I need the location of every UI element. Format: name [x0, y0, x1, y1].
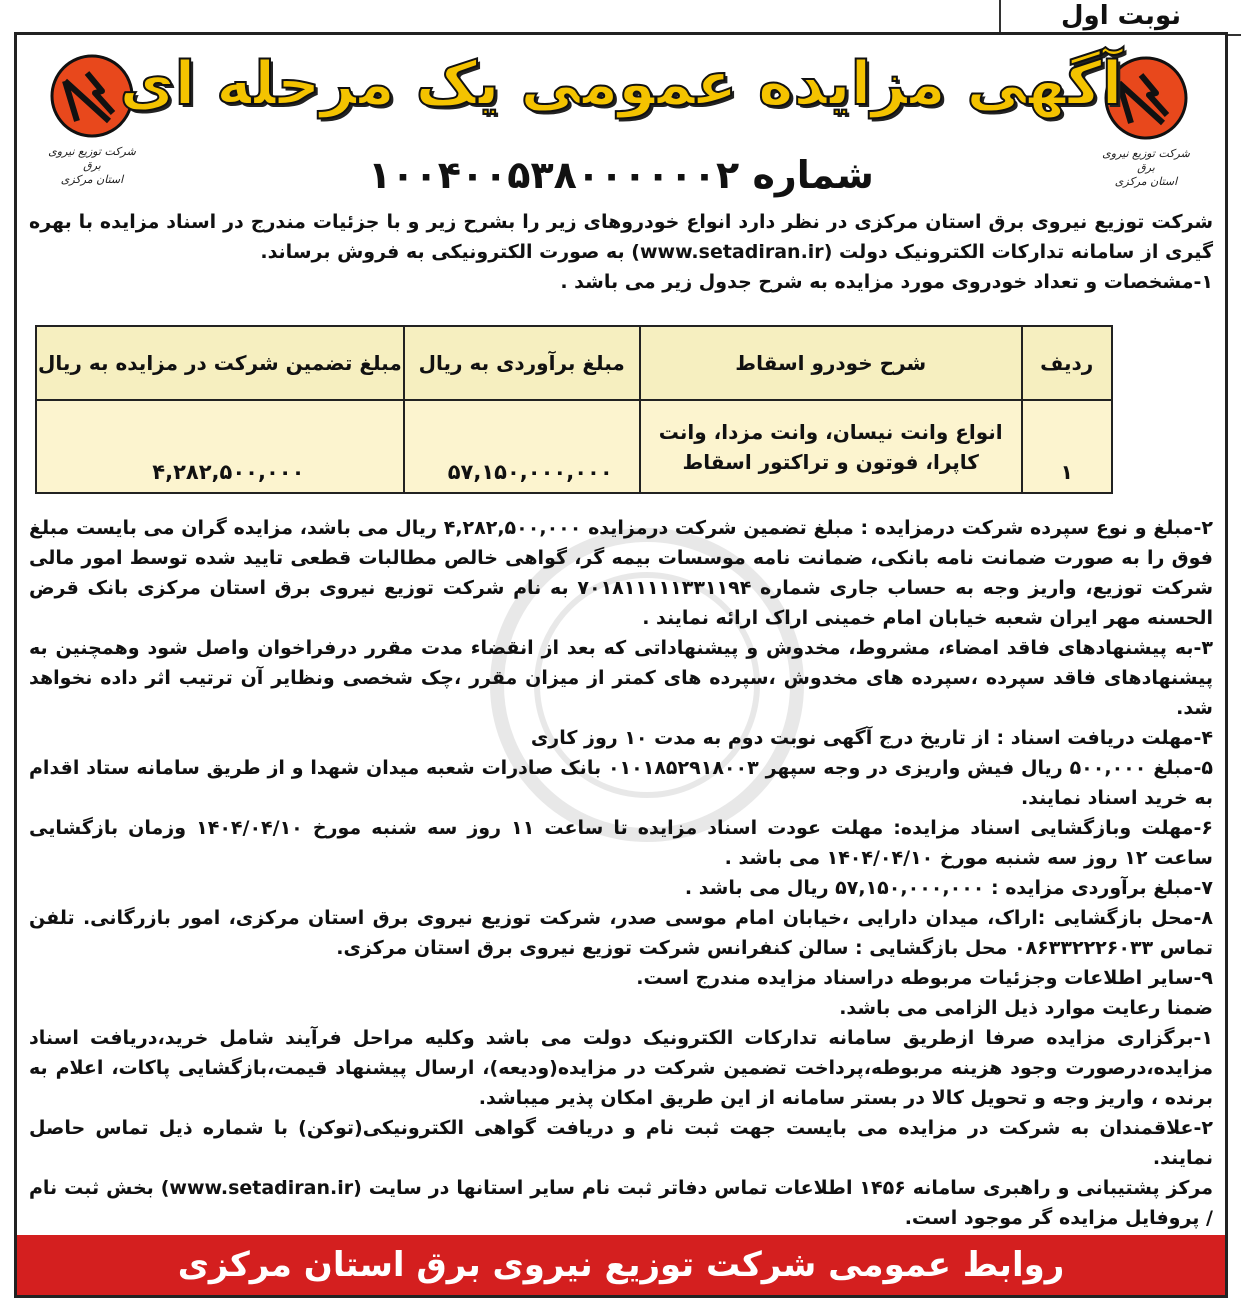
- intro-paragraph: شرکت توزیع نیروی برق استان مرکزی در نظر دارد انواع خودروهای زیر را بشرح زیر و با جزئیات مندرج در اسناد مزایده با بهره گیری از سامانه تدارکات الکترونیک دولت (www.setadiran.ir) به صورت الکترونیکی به فروش برساند.: [29, 211, 1213, 263]
- clause-6: ۶-مهلت وبازگشایی اسناد مزایده: مهلت عودت اسناد مزایده تا ساعت ۱۱ روز سه شنبه مورخ ۱۴۰۴/۰۴/۱۰ وزمان بازگشایی ساعت ۱۲ روز سه شنبه مورخ ۱۴۰۴/۰۴/۱۰ می باشد .: [29, 817, 1213, 869]
- logo-caption-line1: شرکت توزیع نیروی برق: [48, 145, 136, 172]
- requirements-heading: ضمنا رعایت موارد ذیل الزامی می باشد.: [839, 997, 1213, 1019]
- clause-9: ۹-سایر اطلاعات وجزئیات مربوطه دراسناد مزایده مندرج است.: [636, 967, 1213, 989]
- logo-caption-line2: استان مرکزی: [60, 173, 124, 186]
- clause-3: ۳-به پیشنهادهای فاقد امضاء، مشروط، مخدوش و پیشنهاداتی که بعد از انقضاء مدت مقرر درفراخوان واصل شود وهمچنین به پیشنهادهای فاقد سپرده ،سپرده های مخدوش ،سپرده های کمتر از میزان مقرر ،چک شخصی ونظایر آن ترتیب اثر داده نخواهد شد.: [29, 637, 1213, 719]
- header-deposit: مبلغ تضمین شرکت در مزایده به ریال: [36, 326, 404, 400]
- clause-5: ۵-مبلغ ۵۰۰,۰۰۰ ریال فیش واریزی در وجه سپهر ۰۱۰۱۸۵۲۹۱۸۰۰۳ بانک صادرات شعبه میدان شهدا و از طریق سامانه ستاد اقدام به خرید اسناد نمایند.: [29, 757, 1213, 809]
- row-deposit: ۴,۲۸۲,۵۰۰,۰۰۰: [36, 400, 404, 493]
- clause-4: ۴-مهلت دریافت اسناد : از تاریخ درج آگهی نوبت دوم به مدت ۱۰ روز کاری: [530, 727, 1213, 749]
- notice-number: شماره ۱۰۰۴۰۰۵۳۸۰۰۰۰۰۰۲: [368, 153, 874, 197]
- vehicle-table: [35, 325, 1113, 494]
- edition-label: نوبت اول: [999, 0, 1241, 36]
- row-number: ۱: [1022, 400, 1112, 493]
- header-description: شرح خودرو اسقاط: [640, 326, 1022, 400]
- footer-banner: روابط عمومی شرکت توزیع نیروی برق استان مرکزی: [17, 1235, 1225, 1295]
- intro-item-1: ۱-مشخصات و تعداد خودروی مورد مزایده به شرح جدول زیر می باشد .: [560, 271, 1213, 293]
- row-description: انواع وانت نیسان، وانت مزدا، وانت کاپرا، فوتون و تراکتور اسقاط: [640, 400, 1022, 493]
- header-row-number: ردیف: [1022, 326, 1112, 400]
- intro-section: [29, 207, 1213, 297]
- auction-notice: [14, 32, 1228, 1298]
- clause-7: ۷-مبلغ برآوردی مزایده : ۵۷,۱۵۰,۰۰۰,۰۰۰ ریال می باشد .: [684, 877, 1213, 899]
- requirement-2: ۲-علاقمندان به شرکت در مزایده می بایست جهت ثبت نام و دریافت گواهی الکترونیکی(توکن) با شماره ذیل تماس حاصل نمایند.: [29, 1117, 1213, 1169]
- notice-title: آگهی مزایده عمومی یک مرحله ای: [119, 49, 1123, 119]
- clauses-section: [29, 513, 1213, 1233]
- clause-2: ۲-مبلغ و نوع سپرده شرکت درمزایده : مبلغ تضمین شرکت درمزایده ۴,۲۸۲,۵۰۰,۰۰۰ ریال می باشد، مزایده گران می بایست مبلغ فوق را به صورت ضمانت نامه بانکی، ضمانت نامه موسسات بیمه گر، گواهی خالص مطالبات قطعی تایید شده توسط امور مالی شرکت توزیع، واریز وجه به حساب جاری شماره ۷۰۱۸۱۱۱۱۱۳۳۱۱۹۴ به نام شرکت توزیع نیروی برق استان مرکزی بانک قرض الحسنه مهر ایران شعبه خیابان امام خمینی اراک ارائه نمایند .: [29, 517, 1214, 629]
- requirement-1: ۱-برگزاری مزایده صرفا ازطریق سامانه تدارکات الکترونیک دولت می باشد وکلیه مراحل فرآیند شامل خرید،دریافت اسناد مزایده،درصورت وجود هزینه مربوطه،پرداخت تضمین شرکت در مزایده(ودیعه)، ارسال پیشنهاد قیمت،بازگشایی پاکات، اعلام به برنده ، واریز وجه و تحویل کالا در بستر سامانه از این طریق امکان پذیر میباشد.: [29, 1027, 1213, 1109]
- table-header-row: [36, 326, 1112, 400]
- row-estimate: ۵۷,۱۵۰,۰۰۰,۰۰۰: [404, 400, 640, 493]
- table-row: [36, 400, 1112, 493]
- logo-caption-line2: استان مرکزی: [1114, 175, 1178, 188]
- support-center: مرکز پشتیبانی و راهبری سامانه ۱۴۵۶ اطلاعات تماس دفاتر ثبت نام سایر استانها در سایت (www.setadiran.ir) بخش ثبت نام / پروفایل مزایده گر موجود است.: [29, 1177, 1213, 1229]
- header-estimate: مبلغ برآوردی به ریال: [404, 326, 640, 400]
- clause-8: ۸-محل بازگشایی :اراک، میدان دارایی ،خیابان امام موسی صدر، شرکت توزیع نیروی برق استان مرکزی، امور بازرگانی. تلفن تماس ۰۸۶۳۳۲۲۲۶۰۳۳ محل بازگشایی : سالن کنفرانس شرکت توزیع نیروی برق استان مرکزی.: [29, 907, 1213, 959]
- logo-caption-line1: شرکت توزیع نیروی برق: [1102, 147, 1190, 174]
